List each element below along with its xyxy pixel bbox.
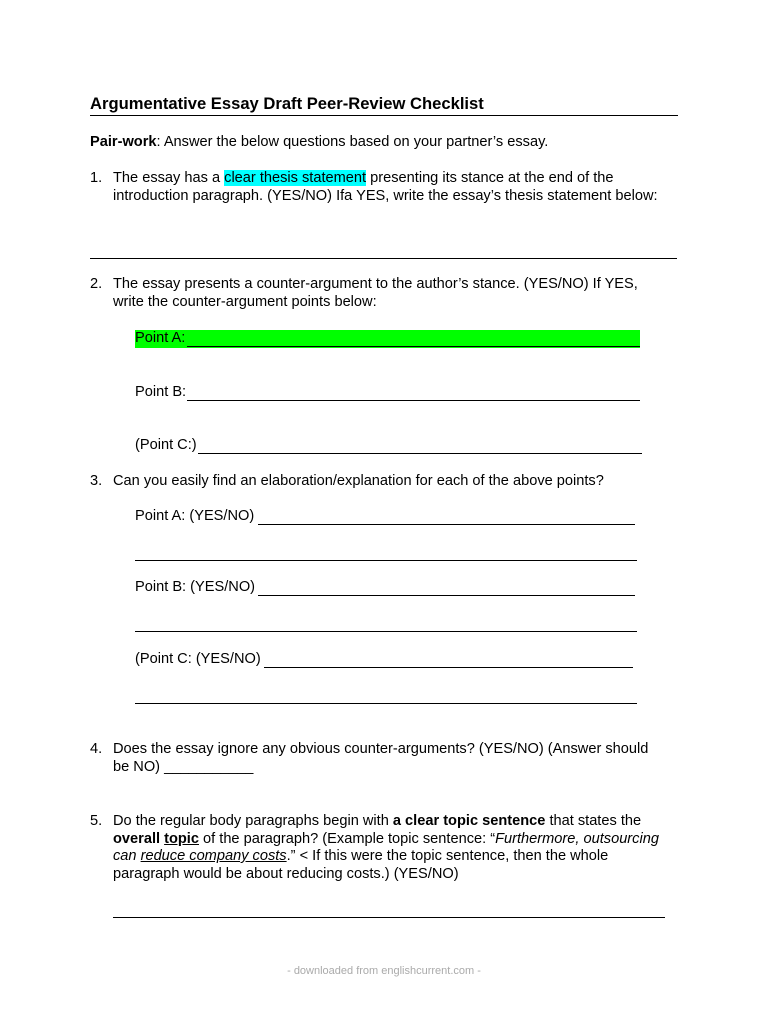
q1-number: 1.: [90, 170, 103, 186]
q2-line1: The essay presents a counter-argument to the author’s stance. (YES/NO) If YES,: [113, 276, 638, 292]
q1-highlight: clear thesis statement: [224, 170, 367, 186]
q2-text: [113, 276, 681, 311]
q5-l3b: reduce company costs: [140, 848, 287, 864]
q5-line2: [113, 831, 681, 849]
q3-point-a-line1[interactable]: [258, 524, 635, 525]
q5-text: [113, 813, 681, 883]
q3-number: 3.: [90, 473, 103, 489]
q5-line1: [113, 813, 681, 831]
q5-l3a: can: [113, 848, 141, 864]
q5-line3: [113, 848, 681, 866]
q3-point-c-line1[interactable]: [264, 667, 633, 668]
q4-line1: Does the essay ignore any obvious counter-arguments? (YES/NO) (Answer should: [113, 741, 649, 757]
q3-point-c-line2[interactable]: [135, 703, 637, 704]
q5-l1c: that states the: [545, 813, 642, 829]
q3-point-a-line2[interactable]: [135, 560, 637, 561]
q4-text: [113, 741, 681, 776]
q2-number: 2.: [90, 276, 103, 292]
q2-point-c-label: (Point C:): [135, 437, 197, 453]
q2-point-a-line[interactable]: [187, 346, 640, 347]
q3-point-b-label: Point B: (YES/NO): [135, 579, 256, 595]
q5-l2c: of the paragraph? (Example topic sentence: “: [198, 830, 496, 847]
footer-credit: - downloaded from englishcurrent.com -: [287, 965, 481, 977]
q5-answer-line[interactable]: [113, 917, 665, 918]
intro-bold: Pair-work: [90, 134, 157, 150]
q1-line1: [113, 170, 681, 188]
q2-point-a-label: Point A:: [135, 330, 186, 346]
q5-l1a: Do the regular body paragraphs begin with: [113, 813, 393, 829]
q3-point-c-label: (Point C: (YES/NO): [135, 651, 261, 667]
q1-post: presenting its stance at the end of the: [366, 170, 614, 186]
q2-point-c-line[interactable]: [198, 453, 642, 454]
q3-point-b-line2[interactable]: [135, 631, 637, 632]
q2-point-b-line[interactable]: [187, 400, 640, 401]
q5-l2a: overall: [113, 830, 165, 847]
q5-l2d: Furthermore, outsourcing: [495, 830, 659, 847]
q2-line2: write the counter-argument points below:: [113, 293, 377, 310]
q5-line4: paragraph would be about reducing costs.) (YES/NO): [113, 865, 459, 882]
intro-text: [90, 134, 548, 152]
q4-line2: be NO) ___________: [113, 758, 254, 775]
q3-text: Can you easily find an elaboration/explanation for each of the above points?: [113, 473, 604, 489]
page-title: Argumentative Essay Draft Peer-Review Checklist: [90, 94, 678, 116]
q1-line2: introduction paragraph. (YES/NO) Ifa YES, write the essay’s thesis statement below:: [113, 187, 658, 204]
intro-rest: : Answer the below questions based on your partner’s essay.: [156, 134, 549, 150]
q1-pre: The essay has a: [113, 170, 225, 186]
q4-number: 4.: [90, 741, 103, 757]
q5-l2b: topic: [164, 830, 199, 847]
q3-point-b-line1[interactable]: [258, 595, 635, 596]
q1-answer-line[interactable]: [90, 258, 677, 259]
q3-point-a-label: Point A: (YES/NO): [135, 508, 255, 524]
q5-number: 5.: [90, 813, 103, 829]
q5-l1b: a clear topic sentence: [392, 813, 546, 829]
q2-point-b-label: Point B:: [135, 384, 187, 400]
q5-l3c: .” < If this were the topic sentence, then the whole: [286, 848, 609, 864]
q1-text: [113, 170, 681, 205]
